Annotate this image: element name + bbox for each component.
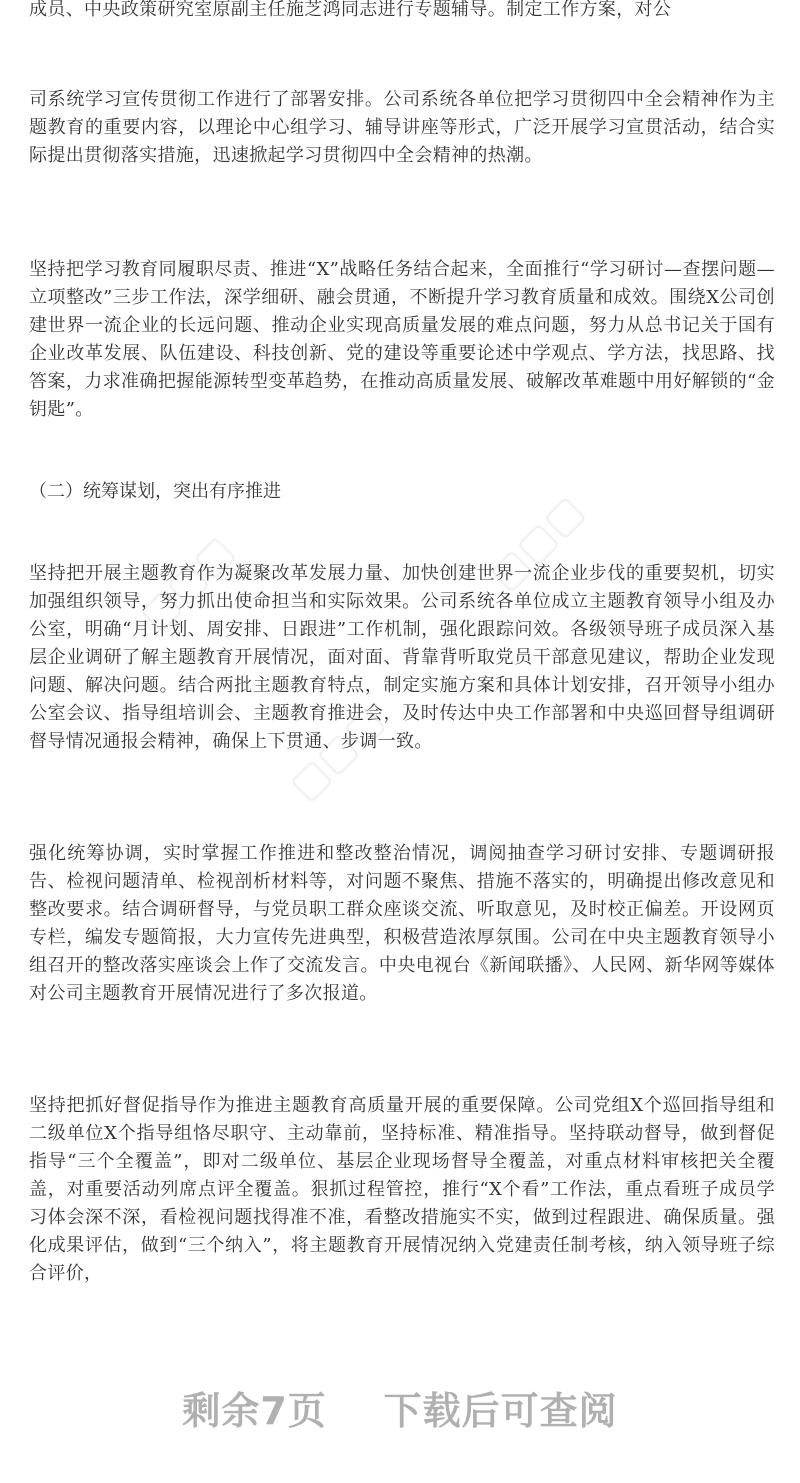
watermark-logo: ▢▢▢ (280, 696, 394, 810)
paragraph-4: 坚持把开展主题教育作为凝聚改革发展力量、加快创建世界一流企业步伐的重要契机，切实加强组织领导，努力抓出使命担当和实际效果。公司系统各单位成立主题教育领导小组及办公室，明确“月计划、周安排、日跟进”工作机制，强化跟踪问效。各级领导班子成员深入基层企业调研了解主题教育开展情况，面对面、背靠背听取党员干部意见建议，帮助企业发现问题、解决问题。结合两批主题教育特点，制定实施方案和具体计划安排，召开领导小组办公室会议、指导组培训会、主题教育推进会，及时传达中央工作部署和中央巡回督导组调研督导情况通报会精神，确保上下贯通、步调一致。 (29, 563, 775, 752)
paragraph-2: 司系统学习宣传贯彻工作进行了部署安排。公司系统各单位把学习贯彻四中全会精神作为主题教育的重要内容，以理论中心组学习、辅导讲座等形式，广泛开展学习宣贯活动，结合实际提出贯彻落实措施，迅速掀起学习贯彻四中全会精神的热潮。 (29, 89, 775, 166)
paragraph-3: 坚持把学习教育同履职尽责、推进“X”战略任务结合起来，全面推行“学习研讨—查摆问题—立项整改”三步工作法，深学细研、融会贯通，不断提升学习教育质量和成效。围绕X公司创建世界一流企业的长远问题、推动企业实现高质量发展的难点问题，努力从总书记关于国有企业改革发展、队伍建设、科技创新、党的建设等重要论述中学观点、学方法，找思路、找答案，力求准确把握能源转型变革趋势，在推动高质量发展、破解改革难题中用好解锁的“金钥匙”。 (29, 259, 775, 420)
watermark-logo: ▢▢▢ (480, 486, 594, 600)
remaining-pages-banner: 剩余7页 下载后可查阅 (182, 1389, 618, 1433)
watermark-logo: ▢▢▢ (130, 526, 244, 640)
paragraph-5: 强化统筹协调，实时掌握工作推进和整改整治情况，调阅抽查学习研讨安排、专题调研报告、检视问题清单、检视剖析材料等，对问题不聚焦、措施不落实的，明确提出修改意见和整改要求。结合调研督导，与党员职工群众座谈交流、听取意见，及时校正偏差。开设网页专栏，编发专题简报，大力宣传先进典型，积极营造浓厚氛围。公司在中央主题教育领导小组召开的整改落实座谈会上作了交流发言。中央电视台《新闻联播》、人民网、新华网等媒体对公司主题教育开展情况进行了多次报道。 (29, 843, 775, 1004)
paragraph-6: 坚持把抓好督促指导作为推进主题教育高质量开展的重要保障。公司党组X个巡回指导组和二级单位X个指导组恪尽职守、主动靠前，坚持标准、精准指导。坚持联动督导，做到督促指导“三个全覆盖”，即对二级单位、基层企业现场督导全覆盖，对重点材料审核把关全覆盖，对重要活动列席点评全覆盖。狠抓过程管控，推行“X个看”工作法，重点看班子成员学习体会深不深，看检视问题找得准不准，看整改措施实不实，做到过程跟进、确保质量。强化成果评估，做到“三个纳入”，将主题教育开展情况纳入党建责任制考核，纳入领导班子综合评价， (29, 1095, 775, 1284)
paragraph-1: 成员、中央政策研究室原副主任施芝鸿同志进行专题辅导。制定工作方案，对公 (29, 0, 672, 20)
section-heading: （二）统筹谋划，突出有序推进 (29, 481, 281, 502)
